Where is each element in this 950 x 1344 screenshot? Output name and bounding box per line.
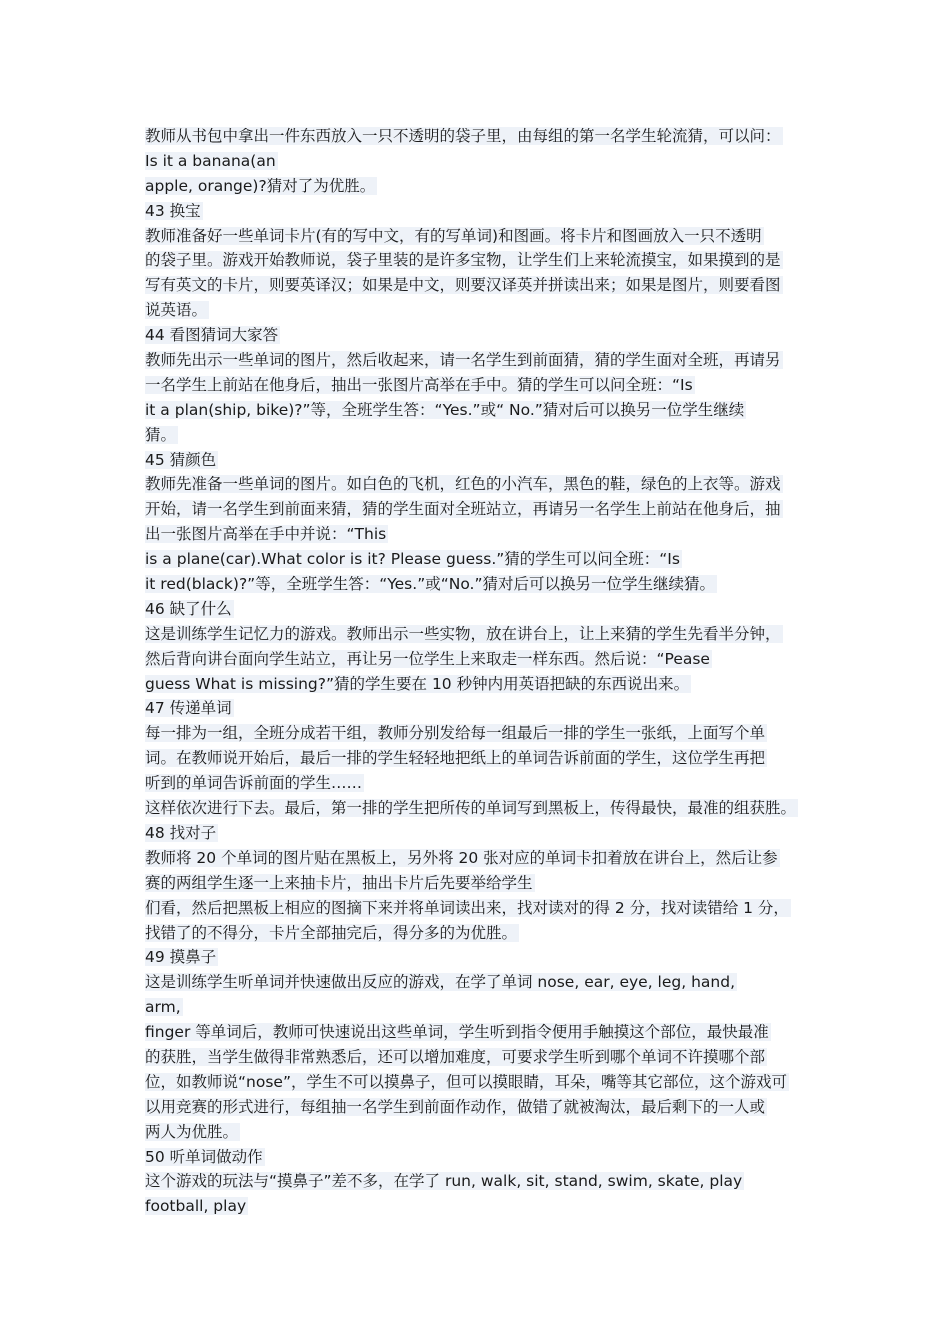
line-text: 听到的单词告诉前面的学生…… <box>145 774 363 793</box>
line-text: 教师先准备一些单词的图片。如白色的飞机，红色的小汽车，黑色的鞋，绿色的上衣等。游戏 <box>145 475 781 494</box>
text-line <box>145 224 825 249</box>
line-text: 两人为优胜。 <box>145 1122 239 1141</box>
text-line <box>145 497 825 522</box>
line-text: 一名学生上前站在他身后，抽出一张图片高举在手中。猜的学生可以问全班：“Is <box>145 375 693 394</box>
text-line <box>145 124 825 149</box>
line-text: football, play <box>145 1197 247 1216</box>
section-heading <box>145 821 825 846</box>
line-text: 每一排为一组，全班分成若干组，教师分别发给每一组最后一排的学生一张纸，上面写个单 <box>145 724 766 743</box>
line-text: 这样依次进行下去。最后，第一排的学生把所传的单词写到黑板上，传得最快，最准的组获胜。 <box>145 799 797 818</box>
text-line <box>145 1020 825 1045</box>
document-body <box>145 124 825 1219</box>
line-text: 然后背向讲台面向学生站立，再让另一位学生上来取走一样东西。然后说：“Pease <box>145 649 710 668</box>
line-text: 们看，然后把黑板上相应的图摘下来并将单词读出来，找对读对的得 2 分，找对读错给 1 分， <box>145 898 789 917</box>
heading-text: 44 看图猜词大家答 <box>145 326 279 345</box>
heading-text: 48 找对子 <box>145 823 217 842</box>
line-text: 开始，请一名学生到前面来猜，猜的学生面对全班站立，再请另一名学生上前站在他身后，抽 <box>145 500 781 519</box>
text-line <box>145 298 825 323</box>
line-text: 找错了的不得分，卡片全部抽完后，得分多的为优胜。 <box>145 923 518 942</box>
text-line <box>145 1169 825 1194</box>
heading-text: 43 换宝 <box>145 201 201 220</box>
text-line <box>145 373 825 398</box>
text-line <box>145 348 825 373</box>
text-line <box>145 1095 825 1120</box>
text-line <box>145 1120 825 1145</box>
text-line <box>145 1070 825 1095</box>
line-text: Is it a banana(an <box>145 151 276 170</box>
line-text: 这是训练学生记忆力的游戏。教师出示一些实物，放在讲台上，让上来猜的学生先看半分钟， <box>145 624 781 643</box>
line-text: 以用竞赛的形式进行，每组抽一名学生到前面作动作，做错了就被淘汰，最后剩下的一人或 <box>145 1097 766 1116</box>
line-text: it red(black)?”等，全班学生答：“Yes.”或“No.”猜对后可以换另一位学生继续猜。 <box>145 575 716 594</box>
line-text: 这是训练学生听单词并快速做出反应的游戏，在学了单词 nose, ear, eye, leg, hand, <box>145 973 736 992</box>
text-line <box>145 248 825 273</box>
heading-text: 50 听单词做动作 <box>145 1147 263 1166</box>
line-text: 教师先出示一些单词的图片，然后收起来，请一名学生到前面猜，猜的学生面对全班，再请另 <box>145 351 781 370</box>
line-text: guess What is missing?”猜的学生要在 10 秒钟内用英语把缺的东西说出来。 <box>145 674 690 693</box>
text-line <box>145 796 825 821</box>
section-heading <box>145 945 825 970</box>
text-line <box>145 846 825 871</box>
section-heading <box>145 199 825 224</box>
line-text: it a plan(ship, bike)?”等，全班学生答：“Yes.”或“ No.”猜对后可以换另一位学生继续 <box>145 400 745 419</box>
line-text: 写有英文的卡片，则要英译汉；如果是中文，则要汉译英并拼读出来；如果是图片，则要看图 <box>145 276 781 295</box>
line-text: 说英语。 <box>145 301 208 320</box>
text-line <box>145 970 825 995</box>
section-heading <box>145 448 825 473</box>
text-line <box>145 896 825 921</box>
section-heading <box>145 597 825 622</box>
line-text: 出一张图片高举在手中并说：“This <box>145 525 387 544</box>
text-line <box>145 149 825 174</box>
text-line <box>145 522 825 547</box>
line-text: arm, <box>145 998 181 1017</box>
text-line <box>145 622 825 647</box>
text-line <box>145 398 825 423</box>
text-line <box>145 1194 825 1219</box>
line-text: is a plane(car).What color is it? Please guess.”猜的学生可以问全班：“Is <box>145 550 680 569</box>
text-line <box>145 921 825 946</box>
text-line <box>145 672 825 697</box>
text-line <box>145 273 825 298</box>
text-line <box>145 547 825 572</box>
line-text: 词。在教师说开始后，最后一排的学生轻轻地把纸上的单词告诉前面的学生，这位学生再把 <box>145 749 766 768</box>
text-line <box>145 1045 825 1070</box>
text-line <box>145 423 825 448</box>
heading-text: 47 传递单词 <box>145 699 232 718</box>
heading-text: 46 缺了什么 <box>145 599 232 618</box>
text-line <box>145 721 825 746</box>
text-line <box>145 995 825 1020</box>
section-heading <box>145 1145 825 1170</box>
line-text: 教师准备好一些单词卡片(有的写中文，有的写单词)和图画。将卡片和图画放入一只不透明 <box>145 226 762 245</box>
text-line <box>145 472 825 497</box>
text-line <box>145 871 825 896</box>
line-text: 教师将 20 个单词的图片贴在黑板上，另外将 20 张对应的单词卡扣着放在讲台上，然后让参 <box>145 848 778 867</box>
text-line <box>145 771 825 796</box>
text-line <box>145 746 825 771</box>
line-text: 位，如教师说“nose”，学生不可以摸鼻子，但可以摸眼睛，耳朵，嘴等其它部位，这个游戏可 <box>145 1072 787 1091</box>
text-line <box>145 647 825 672</box>
line-text: 猜。 <box>145 425 177 444</box>
line-text: finger 等单词后，教师可快速说出这些单词，学生听到指令便用手触摸这个部位，最快最准 <box>145 1023 769 1042</box>
line-text: apple, orange)?猜对了为优胜。 <box>145 176 376 195</box>
text-line <box>145 572 825 597</box>
section-heading <box>145 323 825 348</box>
line-text: 的袋子里。游戏开始教师说，袋子里装的是许多宝物，让学生们上来轮流摸宝，如果摸到的是 <box>145 251 781 270</box>
line-text: 这个游戏的玩法与“摸鼻子”差不多，在学了 run, walk, sit, stand, swim, skate, play <box>145 1172 743 1191</box>
line-text: 赛的两组学生逐一上来抽卡片，抽出卡片后先要举给学生 <box>145 873 533 892</box>
heading-text: 49 摸鼻子 <box>145 948 217 967</box>
section-heading <box>145 696 825 721</box>
text-line <box>145 174 825 199</box>
heading-text: 45 猜颜色 <box>145 450 217 469</box>
line-text: 的获胜，当学生做得非常熟悉后，还可以增加难度，可要求学生听到哪个单词不许摸哪个部 <box>145 1047 766 1066</box>
line-text: 教师从书包中拿出一件东西放入一只不透明的袋子里，由每组的第一名学生轮流猜，可以问： <box>145 127 781 145</box>
